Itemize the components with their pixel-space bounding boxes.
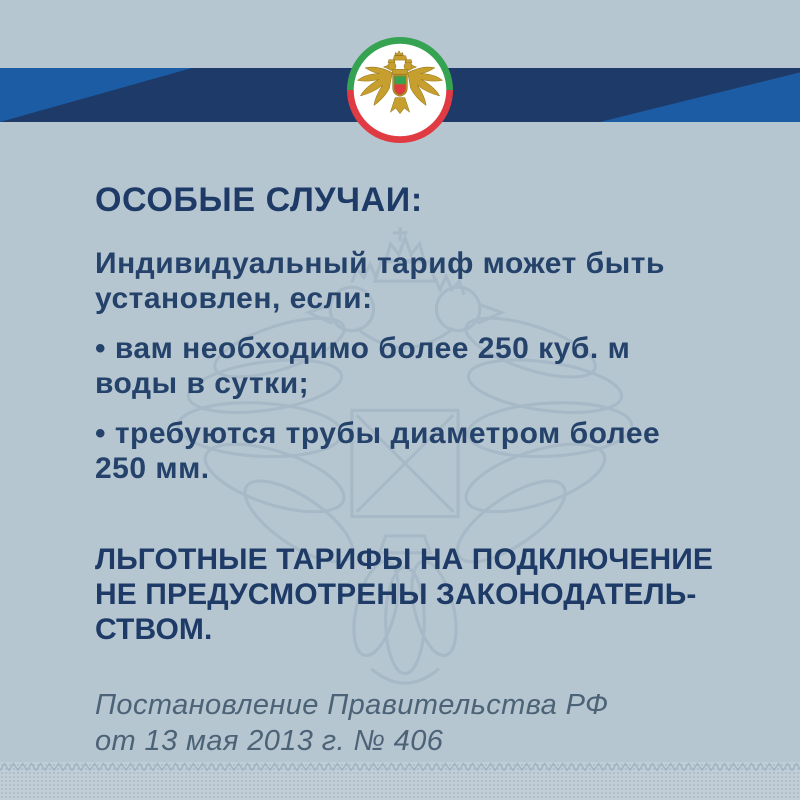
page-title: ОСОБЫЕ СЛУЧАИ:	[95, 181, 423, 219]
source-line: Постановление Правительства РФ	[95, 689, 609, 721]
bullet-line: • требуются трубы диаметром более	[95, 417, 661, 450]
bullet-line: • вам необходимо более 250 куб. м	[95, 332, 631, 365]
notice-line: ЛЬГОТНЫЕ ТАРИФЫ НА ПОДКЛЮЧЕНИЕ	[95, 543, 714, 576]
legal-notice	[95, 542, 713, 647]
bullet-line: воды в сутки;	[95, 367, 310, 400]
bullet-item	[95, 331, 630, 401]
decorative-footer-strip	[0, 762, 800, 800]
bullet-line: 250 мм.	[95, 452, 210, 485]
content-area	[95, 0, 760, 800]
intro-line: установлен, если:	[95, 282, 373, 315]
bullet-item	[95, 416, 660, 486]
source-line: от 13 мая 2013 г. № 406	[95, 725, 444, 757]
zigzag-border-icon	[0, 762, 800, 772]
notice-line: СТВОМ.	[95, 613, 213, 646]
intro-line: Индивидуальный тариф может быть	[95, 247, 665, 280]
intro-paragraph	[95, 246, 665, 316]
notice-line: НЕ ПРЕДУСМОТРЕНЫ ЗАКОНОДАТЕЛЬ-	[95, 578, 697, 611]
source-citation	[95, 687, 609, 759]
